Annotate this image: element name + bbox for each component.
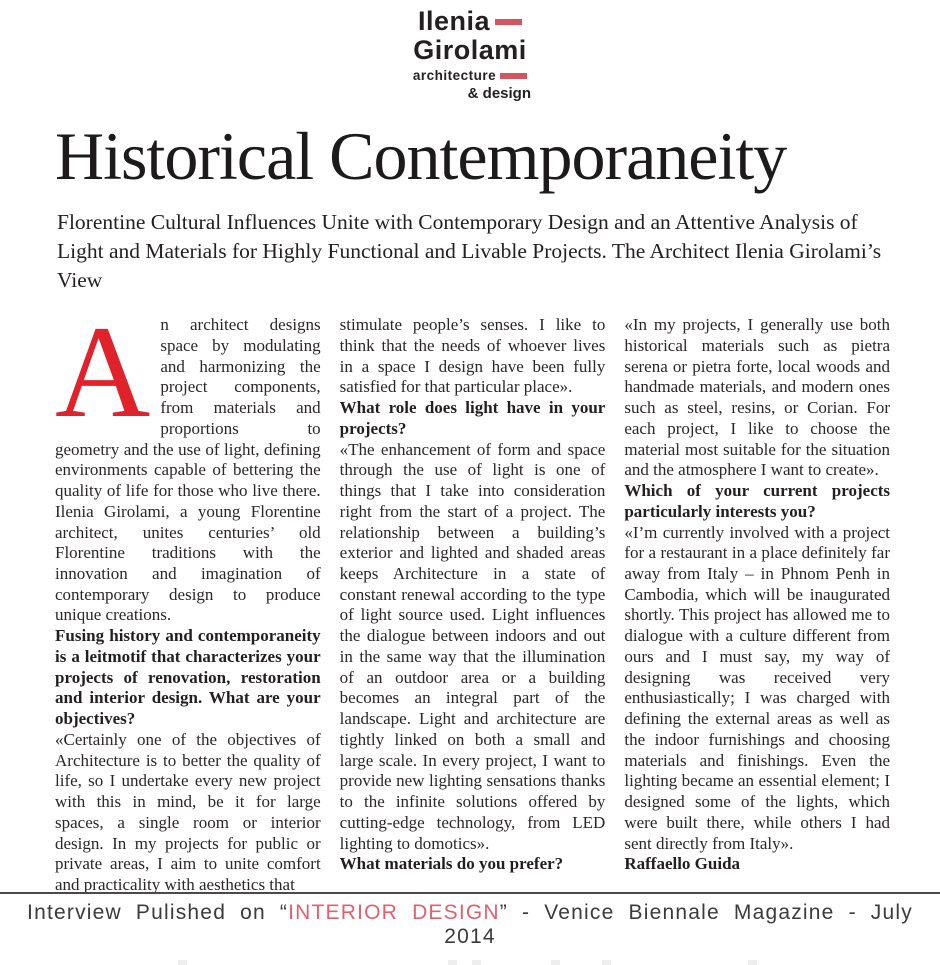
interview-question-1: Fusing history and contemporaneity is a leitmotif that characterizes your projects of renovation, restoration and interior design. What are your objectives? <box>55 626 321 729</box>
footer-magazine-name: INTERIOR DESIGN <box>288 901 500 924</box>
interviewer-byline: Raffaello Guida <box>624 854 741 874</box>
paragraph-intro-text: n architect designs space by modulating and harmonizing the project components, from materials and proportions to geometry and the use of light, defining environments capable of bettering the quality of life for those who live there. Ilenia Girolami, a young Florentine architect, unites centuries’ old Florentine traditions with the innovation and imagination of contemporary design to produce unique creations. <box>55 315 321 625</box>
studio-logo <box>395 8 545 101</box>
column-3 <box>624 315 890 919</box>
interview-answer-4: «I’m currently involved with a project for a restaurant in a place definitely far away from Italy – in Phnom Penh in Cambodia, which will be inaugurated shortly. This project has allowed me to dialogue with a culture different from ours and I must say, my way of designing was received very enthusiastically; I was charged with defining the external areas as well as the indoor furnishings and choosing materials and finishings. Even the lighting became an essential element; I designed some of the lights, which were built there, while others I had sent directly from Italy». <box>624 522 890 853</box>
interview-question-2: What role does light have in your projects? <box>339 398 606 438</box>
interview-answer-1-continued: stimulate people’s senses. I like to think that the needs of whoever lives in a space I design have been fully satisfied for that particular place». <box>339 315 606 397</box>
logo-name-line2: Girolami <box>413 35 527 65</box>
logo-red-dash2-icon <box>500 73 527 79</box>
cutoff-mark <box>748 960 757 965</box>
article-title: Historical Contemporaneity <box>55 117 787 194</box>
interview-question-4: Which of your current projects particularly interests you? <box>624 481 890 521</box>
logo-subtitle-architecture: architecture <box>412 68 497 83</box>
interview-answer-3: «In my projects, I generally use both historical materials such as pietra serena or pietra forte, local woods and handmade materials, and modern ones such as steel, resins, or Corian. For each project, I like to choose the material most suitable for the situation and the atmosphere I want to create». <box>624 315 890 480</box>
cutoff-mark <box>602 960 611 965</box>
footer-credit-suffix: ” - Venice Biennale Magazine - July 2014 <box>444 901 913 948</box>
interview-question-3: What materials do you prefer? <box>339 854 564 874</box>
footer-credit-prefix: Interview Pulished on “ <box>27 901 289 924</box>
column-1 <box>55 315 321 919</box>
logo-subtitle-design: & design <box>467 84 531 102</box>
cutoff-mark <box>551 960 560 965</box>
paragraph-intro <box>55 315 321 626</box>
dropcap-letter: A <box>55 315 151 446</box>
cutoff-mark <box>448 960 457 965</box>
cutoff-mark <box>472 960 481 965</box>
footer-publication-credit <box>0 901 940 949</box>
interview-answer-1: «Certainly one of the objectives of Architecture is to better the quality of life, so I undertake every new project with this in mind, be it for large spaces, a single room or interior design. In my projects for public or private areas, I aim to unite comfort and practicality with aesthetics that <box>55 729 321 895</box>
footer-divider <box>0 892 940 894</box>
logo-name-line1: Ilenia <box>417 6 491 36</box>
logo-red-dash-icon <box>495 19 522 25</box>
article-columns <box>55 315 890 919</box>
article-subtitle: Florentine Cultural Influences Unite with Contemporary Design and an Attentive Analysis of Light and Materials for Highly Functional and Livable Projects. The Architect Ilenia Girolami’s View <box>57 209 882 292</box>
cutoff-text-fragment <box>0 958 940 965</box>
column-2 <box>340 315 606 919</box>
cutoff-mark <box>178 960 187 965</box>
interview-answer-2: «The enhancement of form and space through the use of light is one of things that I take into consideration right from the start of a project. The relationship between a building’s exterior and lighted and shaded areas keeps Architecture in a state of constant renewal according to the type of light source used. Light influences the dialogue between indoors and out in the same way that the illumination of an outdoor area or a building becomes an integral part of the landscape. Light and architecture are tightly linked on both a small and large scale. In every project, I want to provide new lighting sensations thanks to the infinite solutions offered by cutting-edge technology, from LED lighting to domotics». <box>339 439 606 853</box>
